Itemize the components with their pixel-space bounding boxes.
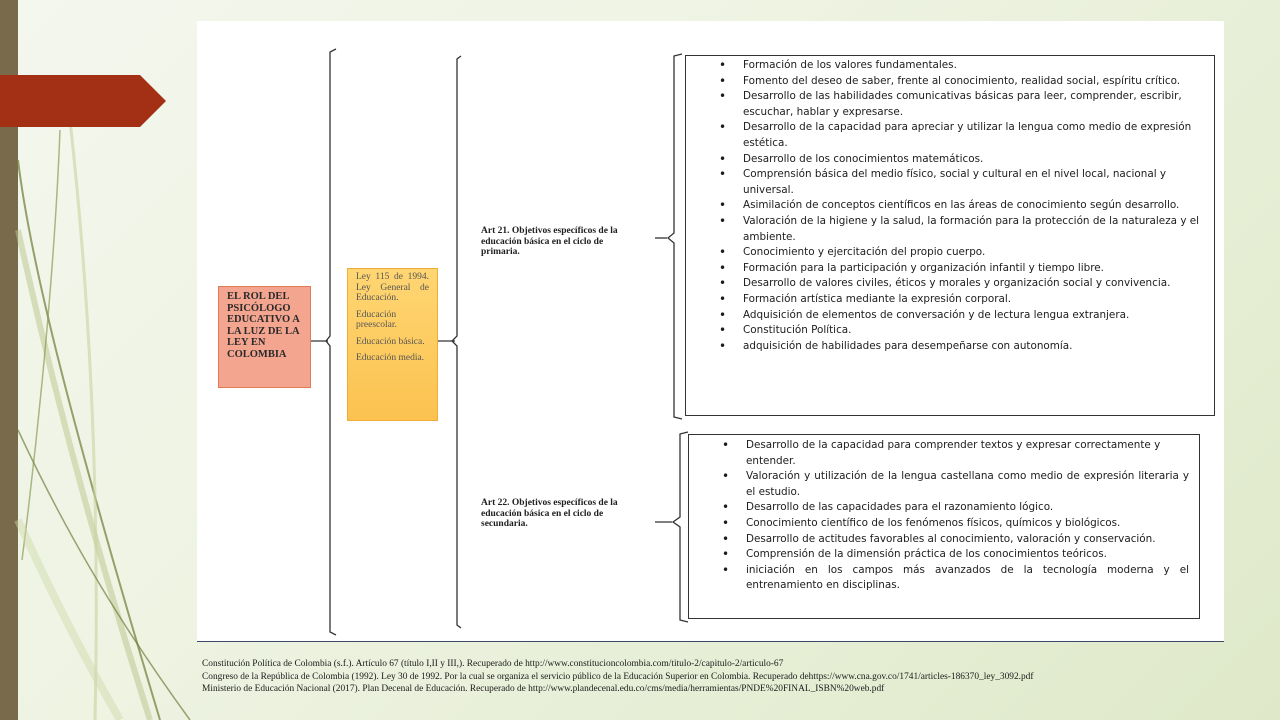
list-item: • Constitución Política. bbox=[686, 323, 1214, 339]
reference-item: Ministerio de Educación Nacional (2017). Plan Decenal de Educación. Recuperado de http://www.plandecenal.edu.co/cms/media/herramientas/PNDE%20FINAL_ISBN%20web.pdf bbox=[202, 684, 885, 694]
art22-label: Art 22. Objetivos específicos de la educación básica en el ciclo de secundaria. bbox=[481, 498, 618, 529]
list-item: • Conocimiento y ejercitación del propio cuerpo. bbox=[686, 245, 1214, 261]
brace-art22 bbox=[673, 432, 688, 622]
reference-item: Congreso de la República de Colombia (1992). Ley 30 de 1992. Por la cual se organiza el servicio público de la Educación Superior en Colombia. Recuperado dehttps://www.cna.gov.co/1741/articles-186370_ley_3092.pdf bbox=[202, 671, 1034, 682]
list-item: • adquisición de habilidades para desempeñarse con autonomía. bbox=[686, 339, 1214, 355]
art22-objectives-list bbox=[689, 438, 1189, 594]
list-item: • iniciación en los campos más avanzados de la tecnología moderna y el entrenamiento en disciplinas. bbox=[689, 563, 1189, 594]
list-item: • Formación de los valores fundamentales. bbox=[686, 58, 1214, 74]
list-item: • Desarrollo de las habilidades comunicativas básicas para leer, comprender, escribir, escuchar, hablar y expresarse. bbox=[686, 89, 1214, 120]
list-item: • Fomento del deseo de saber, frente al conocimiento, realidad social, espíritu crítico. bbox=[686, 74, 1214, 90]
law-item: Educación básica. bbox=[356, 336, 425, 347]
list-item: • Comprensión de la dimensión práctica de los conocimientos teóricos. bbox=[689, 547, 1189, 563]
list-item: • Valoración y utilización de la lengua castellana como medio de expresión literaria y el estudio. bbox=[689, 469, 1189, 500]
art21-label: Art 21. Objetivos específicos de la educación básica en el ciclo de primaria. bbox=[481, 226, 618, 257]
diagram-title-box bbox=[218, 286, 311, 388]
list-item: • Conocimiento científico de los fenómenos físicos, químicos y biológicos. bbox=[689, 516, 1189, 532]
reference-item: Constitución Política de Colombia (s.f.). Artículo 67 (título I,II y III,). Recuperado de http://www.constitucioncolombia.com/titulo-2/capitulo-2/articulo-67 bbox=[202, 659, 784, 669]
list-item: • Comprensión básica del medio físico, social y cultural en el nivel local, nacional y universal. bbox=[686, 167, 1214, 198]
list-item: • Desarrollo de los conocimientos matemáticos. bbox=[686, 152, 1214, 168]
list-item: • Formación artística mediante la expresión corporal. bbox=[686, 292, 1214, 308]
law-item: Educación media. bbox=[356, 353, 425, 363]
art21-objectives-box bbox=[685, 55, 1215, 416]
list-item: • Asimilación de conceptos científicos en las áreas de conocimiento según desarrollo. bbox=[686, 198, 1214, 214]
brace-main bbox=[326, 49, 336, 635]
list-item: • Adquisición de elementos de conversación y de lectura lengua extranjera. bbox=[686, 308, 1214, 324]
list-item: • Desarrollo de las capacidades para el razonamiento lógico. bbox=[689, 500, 1189, 516]
brace-articles bbox=[452, 56, 461, 628]
brace-art21 bbox=[668, 54, 682, 419]
law-item: Ley 115 de 1994. Ley General de Educación. bbox=[356, 272, 429, 303]
law-item: Educación preescolar. bbox=[356, 309, 397, 330]
art21-objectives-list bbox=[686, 58, 1214, 354]
list-item: • Formación para la participación y organización infantil y tiempo libre. bbox=[686, 261, 1214, 277]
diagram-title: EL ROL DEL PSICÓLOGO EDUCATIVO A LA LUZ DE LA LEY EN COLOMBIA bbox=[227, 291, 300, 360]
list-item: • Desarrollo de la capacidad para apreciar y utilizar la lengua como medio de expresión estética. bbox=[686, 120, 1214, 151]
list-item: • Desarrollo de valores civiles, éticos y morales y organización social y convivencia. bbox=[686, 276, 1214, 292]
list-item: • Valoración de la higiene y la salud, la formación para la protección de la naturaleza y el ambiente. bbox=[686, 214, 1214, 245]
law-box bbox=[347, 268, 438, 421]
art22-objectives-box bbox=[688, 434, 1200, 619]
list-item: • Desarrollo de actitudes favorables al conocimiento, valoración y conservación. bbox=[689, 532, 1189, 548]
references bbox=[202, 658, 1272, 696]
list-item: • Desarrollo de la capacidad para comprender textos y expresar correctamente y entender. bbox=[689, 438, 1189, 469]
